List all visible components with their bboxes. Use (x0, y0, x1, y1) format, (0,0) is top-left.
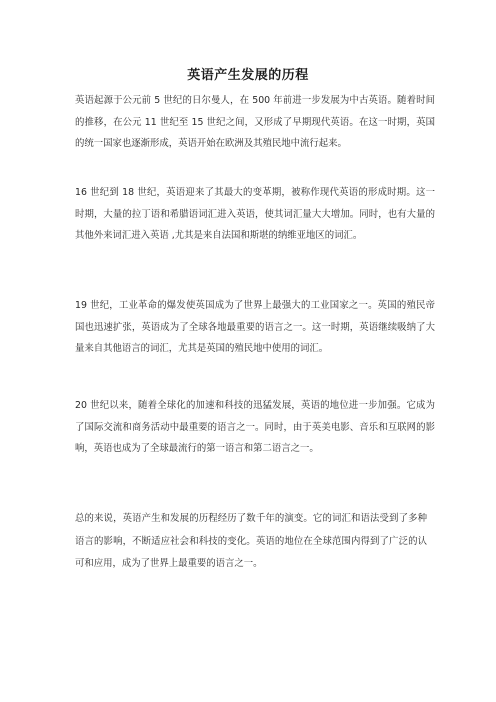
paragraph-2: 16 世纪到 18 世纪，英语迎来了其最大的变革期，被称作现代英语的形成时期。这一时期，大量的拉丁语和希腊语词汇进入英语，使其词汇量大大增加。同时，也有大量的其他外来词汇进入英语 ,尤其是来自法国和斯堪的纳维亚地区的词汇。 (75, 187, 435, 241)
paragraph-5: 总的来说，英语产生和发展的历程经历了数千年的演变。它的词汇和语法受到了多种语言的影响，不断适应社会和科技的变化。英语的地位在全球范围内得到了广泛的认可和应用，成为了世界上最重要的语言之一。 (75, 513, 427, 569)
document-title: 英语产生发展的历程 (187, 68, 309, 83)
paragraph-4: 20 世纪以来，随着全球化的加速和科技的迅猛发展，英语的地位进一步加强。它成为了国际交流和商务活动中最重要的语言之一。同时，由于英美电影、音乐和互联网的影响，英语也成为了全球最流行的第一语言和第二语言之一。 (75, 400, 435, 454)
paragraph-1: 英语起源于公元前 5 世纪的日尔曼人，在 500 年前进一步发展为中古英语。随着时间的推移，在公元 11 世纪至 15 世纪之间，又形成了早期现代英语。在这一时期，英国的统一国家也逐渐形成，英语开始在欧洲及其殖民地中流行起来。 (75, 95, 435, 149)
paragraph-3: 19 世纪，工业革命的爆发使英国成为了世界上最强大的工业国家之一。英国的殖民帝国也迅速扩张，英语成为了全球各地最重要的语言之一。这一时期，英语继续吸纳了大量来自其他语言的词汇，尤其是英国的殖民地中使用的词汇。 (75, 300, 435, 354)
